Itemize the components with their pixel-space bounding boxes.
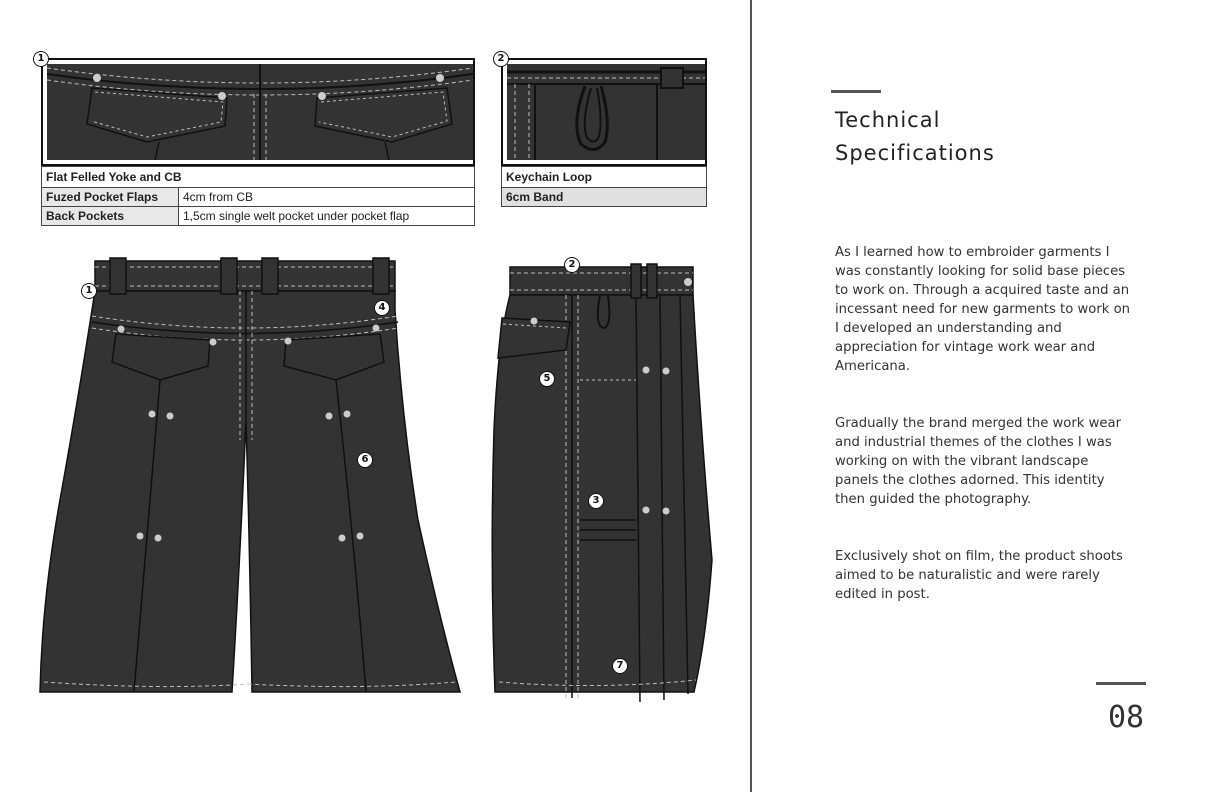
row-value: 4cm from CB [179,188,475,207]
row-value: 1,5cm single welt pocket under pocket flap [179,207,475,226]
callout-side-flap: 5 [539,371,555,387]
top-rule [831,90,881,93]
page-title [835,104,1155,170]
title-line-1: Technical [835,108,941,132]
detail-keychain-marker: 2 [493,51,509,67]
detail-yoke-marker: 1 [33,51,49,67]
paragraph-3: Exclusively shot on film, the product shoots aimed to be naturalistic and were rarely edited in post. [835,549,1123,602]
paragraph-1: As I learned how to embroider garments I was constantly looking for solid base pieces to work on. Through a acquired taste and an incessant need for new garments to work on I developed an understanding and appreciation for vintage work wear and Americana. [835,245,1131,374]
row-label: Fuzed Pocket Flaps [42,188,179,207]
callout-back-pocket: 4 [374,300,390,316]
row-label: Back Pockets [42,207,179,226]
shorts-back-view [40,258,460,692]
detail-keychain-band: 6cm Band [502,188,707,207]
bottom-rule [1096,682,1146,685]
detail-keychain-title: Keychain Loop [502,167,707,188]
callout-back-yoke: 1 [81,283,97,299]
page-number: 08 [1108,700,1145,735]
callout-side-hem: 7 [612,658,628,674]
text-panel [752,0,1224,792]
shorts-side-view [492,264,712,702]
title-line-2: Specifications [835,141,995,165]
callout-side-band: 2 [564,257,580,273]
callout-back-seam: 6 [357,452,373,468]
detail-yoke-title: Flat Felled Yoke and CB [42,167,475,188]
callout-side-panel: 3 [588,493,604,509]
paragraph-2: Gradually the brand merged the work wear and industrial themes of the clothes I was working on with the vibrant landscape panels the clothes adorned. This identity then guided the photography. [835,416,1122,507]
